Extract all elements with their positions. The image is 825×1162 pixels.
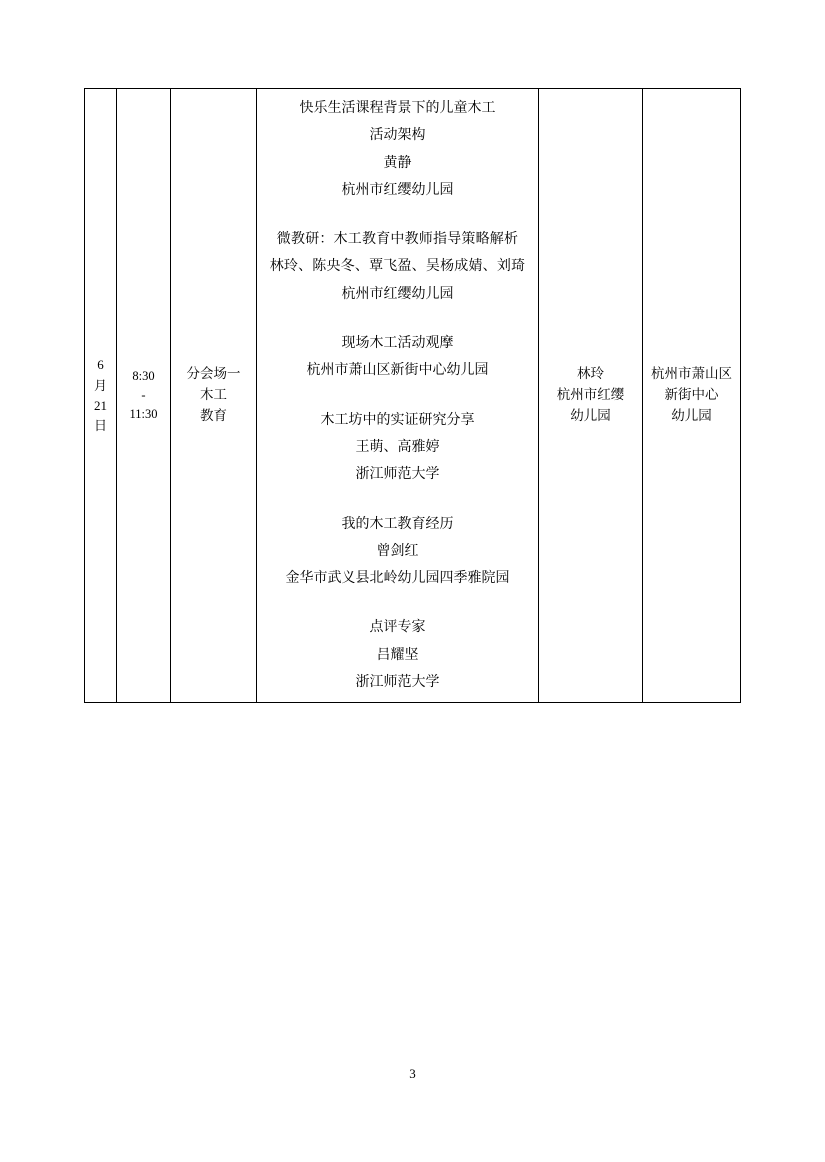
session-line: 快乐生活课程背景下的儿童木工 — [299, 101, 496, 116]
host-line: 杭州市红缨 — [556, 387, 625, 403]
table-row — [85, 89, 741, 703]
time-line: - — [141, 387, 146, 402]
session-line: 木工坊中的实证研究分享 — [320, 412, 475, 428]
date-line: 日 — [93, 417, 107, 433]
session-block — [259, 226, 536, 308]
cell-sessions — [257, 89, 539, 703]
session-block — [259, 407, 536, 489]
session-line: 黄静 — [383, 155, 412, 171]
time-line: 11:30 — [129, 407, 158, 422]
schedule-table — [84, 88, 741, 703]
session-line: 杭州市红缨幼儿园 — [341, 182, 454, 198]
session-line: 吕耀坚 — [376, 647, 419, 663]
session-line: 曾剑红 — [376, 543, 419, 559]
session-line: 浙江师范大学 — [355, 467, 440, 483]
cell-venue — [171, 89, 257, 703]
session-line: 活动架构 — [369, 128, 426, 144]
session-block — [259, 330, 536, 385]
date-line: 21 — [94, 397, 107, 413]
cell-organizer — [643, 89, 741, 703]
cell-host — [539, 89, 643, 703]
session-line: 点评专家 — [369, 620, 426, 636]
session-line: 金华市武义县北岭幼儿园四季雅院园 — [285, 571, 510, 587]
organizer-line: 新街中心 — [664, 387, 719, 403]
host-line: 林玲 — [577, 366, 604, 382]
venue-line: 教育 — [200, 408, 227, 424]
session-line: 林玲、陈央冬、覃飞盈、吴杨成婧、刘琦 — [269, 259, 526, 275]
session-line: 杭州市萧山区新街中心幼儿园 — [306, 363, 489, 379]
time-line: 8:30 — [132, 368, 155, 383]
host-line: 幼儿园 — [570, 408, 611, 424]
session-line: 现场木工活动观摩 — [341, 336, 454, 352]
organizer-line: 杭州市萧山区 — [651, 366, 732, 382]
session-line: 我的木工教育经历 — [341, 516, 454, 532]
session-block — [259, 511, 536, 593]
session-line: 王萌、高雅婷 — [355, 439, 440, 455]
session-line: 浙江师范大学 — [355, 675, 440, 691]
date-line: 月 — [93, 377, 107, 393]
schedule-table-wrapper — [84, 88, 740, 703]
venue-line: 分会场一 — [186, 366, 241, 382]
cell-time — [117, 89, 171, 703]
page-number: 3 — [409, 1066, 416, 1081]
date-line: 6 — [97, 357, 104, 373]
session-line: 杭州市红缨幼儿园 — [341, 286, 454, 302]
organizer-line: 幼儿园 — [671, 408, 712, 424]
session-block — [259, 95, 536, 204]
venue-line: 木工 — [200, 387, 227, 403]
session-line: 微教研：木工教育中教师指导策略解析 — [276, 232, 519, 248]
session-block — [259, 614, 536, 696]
cell-date — [85, 89, 117, 703]
